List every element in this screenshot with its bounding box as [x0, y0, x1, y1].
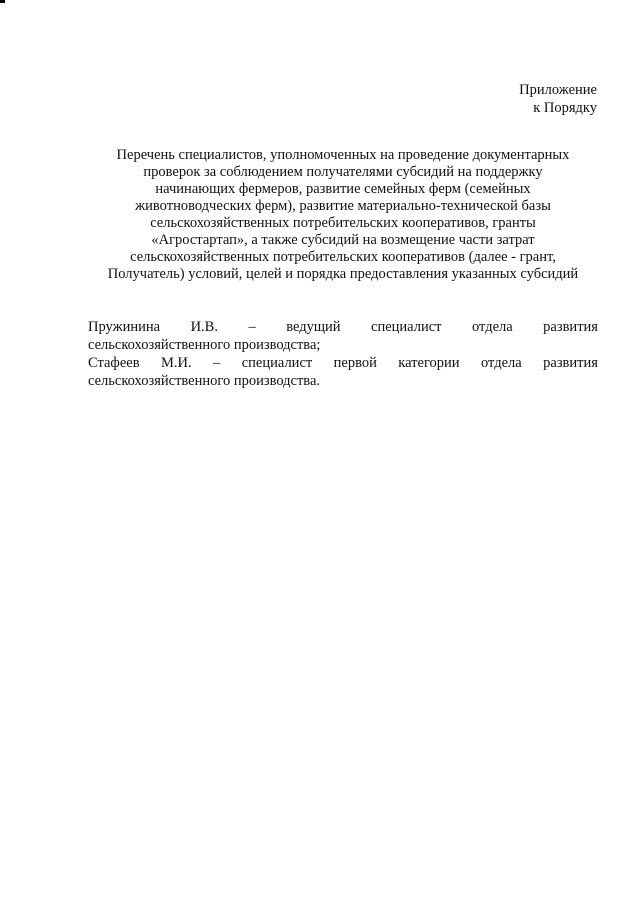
specialist-word: развития — [543, 355, 598, 371]
scan-corner-mark — [0, 0, 5, 3]
specialist-word: специалист — [371, 319, 442, 335]
specialists-list — [88, 318, 598, 390]
title-line: животноводческих ферм), развитие материально-технической базы — [135, 198, 551, 214]
title-line: Получатель) условий, целей и порядка предоставления указанных субсидий — [107, 266, 579, 282]
document-title — [88, 147, 598, 283]
title-line: проверок за соблюдением получателями субсидий на поддержку — [143, 164, 543, 180]
specialist-word: отдела — [471, 319, 513, 335]
specialist-word: развития — [543, 319, 598, 335]
title-line: начинающих фермеров, развитие семейных ферм (семейных — [155, 181, 531, 197]
specialist-line — [88, 354, 598, 372]
appendix-note — [519, 81, 597, 117]
specialist-line-continuation: сельскохозяйственного производства; — [88, 337, 321, 353]
specialist-line — [88, 318, 598, 336]
specialist-word: Пружинина — [88, 319, 161, 335]
specialist-line-continuation: сельскохозяйственного производства. — [88, 373, 321, 389]
specialist-word: Стафеев — [88, 355, 140, 371]
specialist-word: специалист — [241, 355, 313, 371]
specialist-word: ведущий — [286, 319, 341, 335]
specialist-word: первой — [333, 355, 377, 371]
appendix-line-1: Приложение — [519, 82, 597, 98]
specialist-word: категории — [398, 355, 460, 371]
title-line: «Агростартап», а также субсидий на возмещение части затрат — [151, 232, 535, 248]
specialist-item — [88, 318, 598, 354]
specialist-word: – — [213, 355, 221, 371]
title-line: сельскохозяйственных потребительских кооперативов (далее - грант, — [130, 249, 556, 265]
title-line: Перечень специалистов, уполномоченных на проведение документарных — [116, 147, 570, 163]
appendix-line-2: к Порядку — [533, 100, 597, 116]
specialist-word: И.В. — [190, 319, 218, 335]
specialist-word: отдела — [481, 355, 522, 371]
specialist-word: М.И. — [160, 355, 192, 371]
specialist-item — [88, 354, 598, 390]
specialist-word: – — [248, 319, 256, 335]
title-line: сельскохозяйственных потребительских кооперативов, гранты — [150, 215, 536, 231]
